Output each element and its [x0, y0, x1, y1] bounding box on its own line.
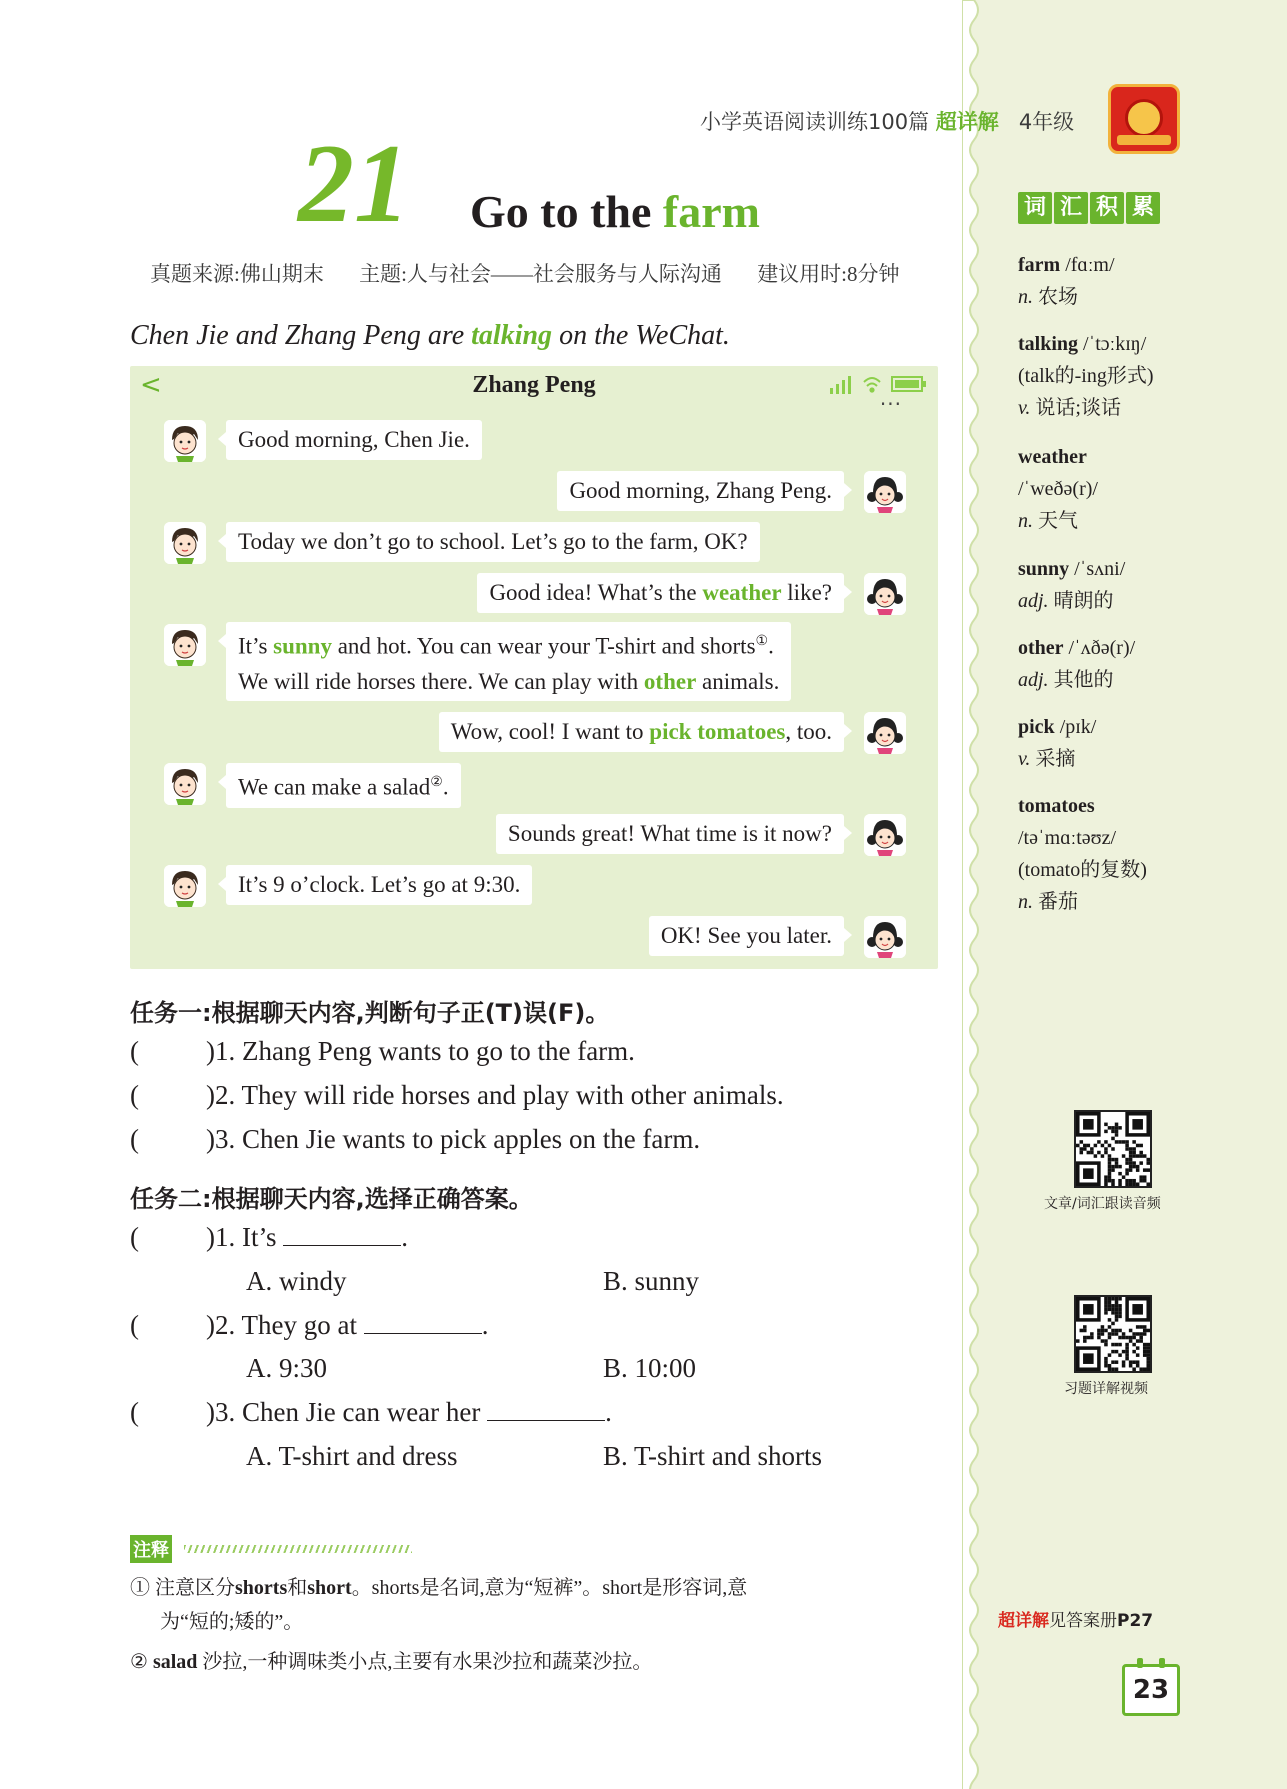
girl-avatar — [864, 471, 906, 513]
girl-avatar — [864, 814, 906, 856]
lesson-source: 真题来源:佛山期末 — [150, 262, 324, 286]
chat-message: It’s sunny and hot. You can wear your T-shirt and shorts①. We will ride horses there. We can play with other animals. — [226, 622, 791, 701]
boy-avatar — [164, 865, 206, 907]
task2-q1-option-b: B. sunny — [603, 1266, 700, 1296]
chat-message: We can make a salad②. — [226, 763, 461, 808]
publisher-logo — [1108, 84, 1180, 154]
lesson-title: Go to the farm — [470, 186, 760, 237]
lesson-time: 建议用时:8分钟 — [757, 262, 900, 286]
answer-blank[interactable] — [487, 1397, 605, 1421]
task2-q1-option-a: A. windy — [246, 1266, 347, 1296]
girl-avatar — [864, 712, 906, 754]
task2-question-3: ( )3. Chen Jie can wear her . — [130, 1397, 612, 1427]
book-grade: 4年级 — [1018, 110, 1075, 134]
task1-question-1: ( )1. Zhang Peng wants to go to the farm. — [130, 1036, 635, 1066]
task2-question-1: ( )1. It’s . — [130, 1222, 409, 1252]
boy-avatar — [164, 522, 206, 564]
audio-qr-label: 文章/词汇跟读音频 — [1044, 1196, 1161, 1212]
task2-question-2: ( )2. They go at . — [130, 1310, 489, 1340]
more-options-icon[interactable]: ... — [879, 386, 902, 410]
vocab-entry-tomatoes: tomatoes /təˈmɑːtəʊz/ (tomato的复数) n. 番茄 — [1018, 795, 1147, 913]
girl-avatar — [864, 916, 906, 958]
lesson-theme: 主题:人与社会——社会服务与人际沟通 — [359, 262, 722, 286]
vocab-entry-pick: pick /pɪk/ v. 采摘 — [1018, 716, 1097, 770]
chat-message: Good idea! What’s the weather like? — [477, 573, 844, 613]
note-1: ① 注意区分shorts和short。shorts是名词,意为“短裤”。short是形容词,意 为“短的;矮的”。 — [130, 1577, 748, 1633]
task1-question-2: ( )2. They will ride horses and play with other animals. — [130, 1080, 784, 1110]
task1-question-3: ( )3. Chen Jie wants to pick apples on the farm. — [130, 1124, 701, 1154]
boy-avatar — [164, 763, 206, 805]
lesson-number: 21 — [298, 122, 410, 246]
chat-message: Sounds great! What time is it now? — [496, 814, 844, 854]
wifi-icon — [864, 378, 880, 392]
page-number: 23 — [1122, 1664, 1180, 1716]
chat-message: Good morning, Zhang Peng. — [557, 471, 844, 511]
signal-icon — [830, 376, 851, 394]
task2-q3-option-b: B. T-shirt and shorts — [603, 1441, 823, 1471]
notes-tag: 注释 — [130, 1535, 172, 1563]
answer-blank[interactable] — [283, 1222, 401, 1246]
answer-reference: 超详解见答案册P27 — [998, 1611, 1154, 1631]
back-arrow-icon[interactable]: < — [140, 370, 162, 400]
chat-message: OK! See you later. — [649, 916, 844, 956]
intro-sentence: Chen Jie and Zhang Peng are talking on the WeChat. — [130, 320, 730, 351]
chat-contact-name: Zhang Peng — [472, 372, 596, 398]
lesson-meta — [150, 258, 926, 288]
task2-q2-option-b: B. 10:00 — [603, 1353, 697, 1383]
boy-avatar — [164, 420, 206, 462]
book-header — [700, 106, 1074, 136]
answer-blank[interactable] — [364, 1310, 482, 1334]
chat-message: Wow, cool! I want to pick tomatoes, too. — [439, 712, 844, 752]
notes-divider — [184, 1545, 412, 1553]
lesson-title-keyword: farm — [662, 186, 760, 237]
vocab-entry-talking: talking /ˈtɔːkɪŋ/ (talk的-ing形式) v. 说话;谈话 — [1018, 333, 1154, 419]
task2-q3-option-a: A. T-shirt and dress — [246, 1441, 458, 1471]
book-edition: 超详解 — [935, 110, 999, 134]
chat-window — [130, 366, 938, 969]
boy-avatar — [164, 624, 206, 666]
video-qr-code[interactable] — [1074, 1295, 1152, 1373]
chat-message: Good morning, Chen Jie. — [226, 420, 482, 460]
chat-message: Today we don’t go to school. Let’s go to the farm, OK? — [226, 522, 760, 562]
vocab-entry-weather: weather /ˈweðə(r)/ n. 天气 — [1018, 446, 1098, 532]
task1-title: 任务一:根据聊天内容,判断句子正(T)误(F)。 — [130, 999, 610, 1027]
task2-title: 任务二:根据聊天内容,选择正确答案。 — [130, 1185, 533, 1213]
vocab-entry-other: other /ˈʌðə(r)/ adj. 其他的 — [1018, 637, 1136, 691]
vocab-entry-farm: farm /fɑːm/ n. 农场 — [1018, 254, 1115, 308]
video-qr-label: 习题详解视频 — [1064, 1381, 1148, 1397]
wavy-edge — [962, 0, 984, 1789]
task2-q2-option-a: A. 9:30 — [246, 1353, 327, 1383]
girl-avatar — [864, 573, 906, 615]
book-title: 小学英语阅读训练100篇 — [700, 110, 930, 134]
audio-qr-code[interactable] — [1074, 1110, 1152, 1188]
chat-header — [130, 366, 938, 410]
vocab-entry-sunny: sunny /ˈsʌni/ adj. 晴朗的 — [1018, 558, 1126, 612]
note-2: ② salad 沙拉,一种调味类小点,主要有水果沙拉和蔬菜沙拉。 — [130, 1651, 653, 1673]
chat-message: It’s 9 o’clock. Let’s go at 9:30. — [226, 865, 532, 905]
vocab-title: 词 汇 积 累 — [1018, 192, 1160, 224]
